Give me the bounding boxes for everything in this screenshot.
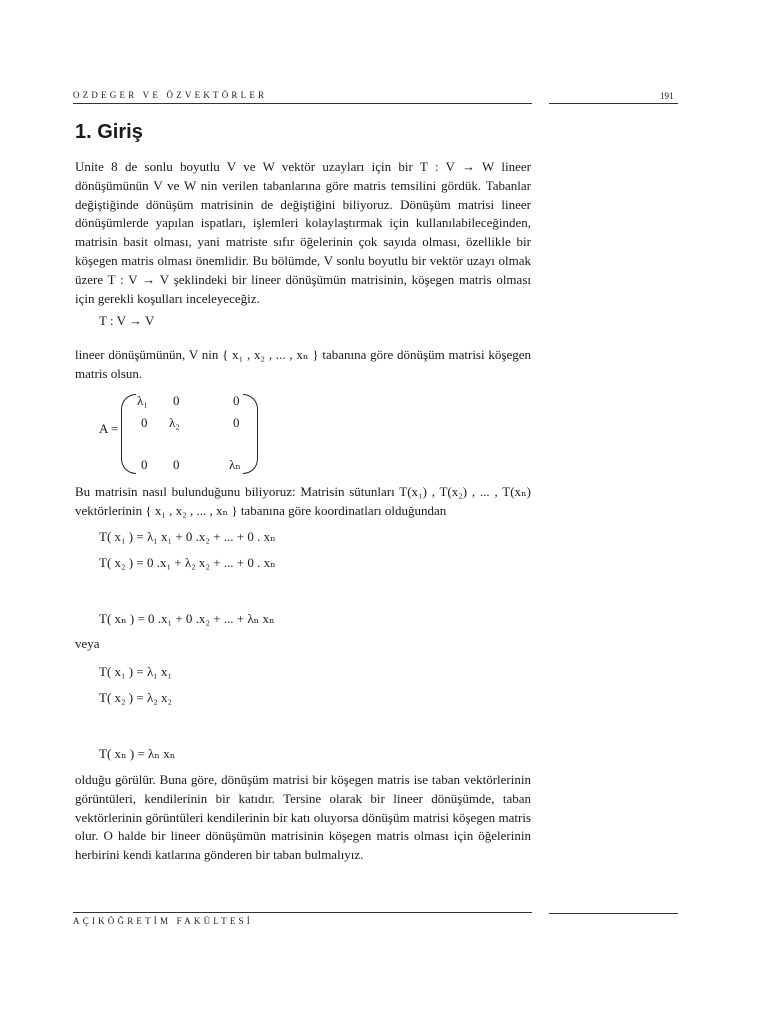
- intro-paragraph-text: Unite 8 de sonlu boyutlu V ve W vektör uzayları için bir T : V → W lineer dönüşümünün V ve W nin verilen tabanlarına göre matris temsilini gördük. Tabanlar değiştiğinde dönüşüm matrisinin de değiştiğini biliyoruz. Dönüşüm matrisi lineer dönüşümlerde yapılan ispatları, işlemleri kolaylaştırmak için kullanılabileceğinden, matrisin basit olması, yani matriste sıfır öğelerinin çok sayıda olması, özellikle bir köşegen matris olması önemlidir. Bu bölümde, V sonlu boyutlu bir vektör uzayı olmak üzere T : V → V şeklindeki bir lineer dönüşümün matrisinin, köşegen matris olması için gerekli koşulları inceleyeceğiz.: [75, 159, 531, 306]
- conclusion-paragraph-text: olduğu görülür. Buna göre, dönüşüm matrisi bir köşegen matris ise taban vektörlerinin görüntüleri, kendilerinin bir katıdır. Tersine olarak bir lineer dönüşümde, taban vektörlerinin görüntüleri kendilerinin bir katı oluyorsa dönüşüm matrisi köşegen matris olur. O halde bir lineer dönüşümün matrisinin köşegen matris olması için öğelerinin herbirini kendi katlarına gönderen bir taban bulmalıyız.: [75, 772, 531, 863]
- equation-line: T( xₙ ) = 0 .x₁ + 0 .x₂ + ... + λₙ xₙ: [99, 611, 275, 626]
- section-title: 1. Giriş: [75, 121, 143, 143]
- equation-line: T( x₂ ) = 0 .x₁ + λ₂ x₂ + ... + 0 . xₙ: [99, 555, 276, 570]
- columns-paragraph: [75, 483, 531, 521]
- matrix-cell: 0: [173, 393, 180, 408]
- footer-rule-right: [549, 913, 678, 914]
- conclusion-paragraph: [75, 771, 531, 865]
- equation-line: T( x₁ ) = λ₁ x₁: [99, 664, 173, 679]
- columns-paragraph-text: Bu matrisin nasıl bulunduğunu biliyoruz: Matrisin sütunları T(x₁) , T(x₂) , ... , T(xₙ) vektörlerinin { x₁ , x₂ , ... , xₙ } tabanına göre koordinatları olduğundan: [75, 484, 531, 518]
- footer-publisher: AÇIKÖĞRETİM FAKÜLTESİ: [73, 916, 253, 926]
- matrix-cell: 0: [141, 415, 148, 430]
- intro-paragraph: [75, 158, 531, 308]
- matrix-cell: λ₂: [169, 415, 180, 430]
- matrix-cell: 0: [173, 457, 180, 472]
- matrix-left-paren: [121, 394, 136, 474]
- running-header-title: OZDEGER VE ÖZVEKTÖRLER: [73, 90, 268, 100]
- equation-line: T( x₁ ) = λ₁ x₁ + 0 .x₂ + ... + 0 . xₙ: [99, 529, 276, 544]
- matrix-right-paren: [243, 394, 258, 474]
- matrix-cell: λ₁: [137, 393, 148, 408]
- matrix-cell: 0: [233, 415, 240, 430]
- basis-paragraph: [75, 346, 531, 384]
- mapping-equation: T : V → V: [99, 313, 155, 328]
- matrix-label: A =: [99, 421, 119, 436]
- header-rule-left: [73, 103, 532, 104]
- footer-rule-left: [73, 912, 532, 913]
- header-rule-right: [549, 103, 678, 104]
- matrix-cell: 0: [233, 393, 240, 408]
- basis-paragraph-text: lineer dönüşümünün, V nin { x₁ , x₂ , ... , xₙ } tabanına göre dönüşüm matrisi köşegen matris olsun.: [75, 347, 531, 381]
- equation-line: T( x₂ ) = λ₂ x₂: [99, 690, 173, 705]
- veya-word: veya: [75, 636, 100, 651]
- page-number: 191: [660, 91, 674, 101]
- matrix-cell: λₙ: [229, 457, 241, 472]
- matrix-cell: 0: [141, 457, 148, 472]
- equation-line: T( xₙ ) = λₙ xₙ: [99, 746, 176, 761]
